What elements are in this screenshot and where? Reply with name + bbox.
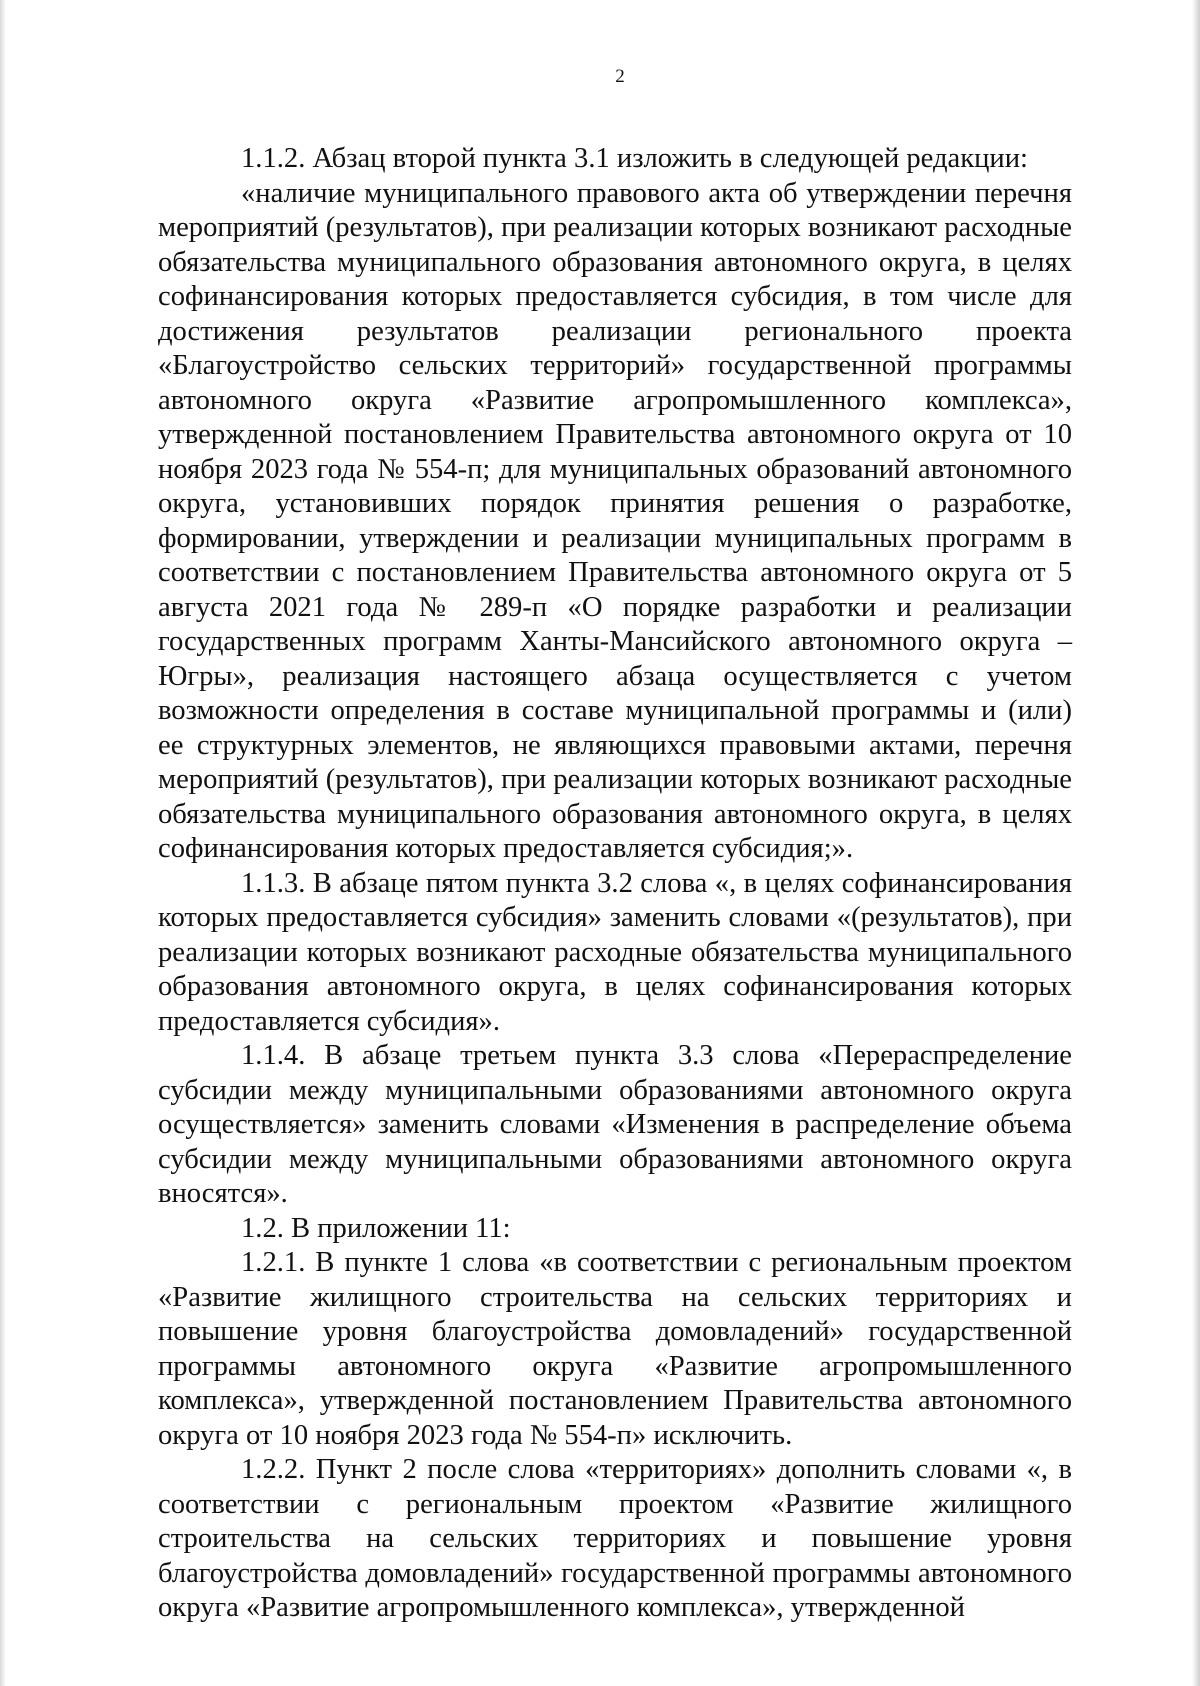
page-number: 2 xyxy=(615,66,625,87)
document-body xyxy=(158,142,1072,1626)
paragraph-1-1-2: 1.1.2. Абзац второй пункта 3.1 изложить в следующей редакции: xyxy=(241,143,1028,174)
paragraph-1-2: 1.2. В приложении 11: xyxy=(241,1212,511,1244)
paragraph-1-2-1: 1.2.1. В пункте 1 слова «в соответствии с региональным проектом «Развитие жилищного строительства на сельских территориях и повышение уровня благоустройства домовладений» государственной программы автономного округа «Развитие агропромышленного комплекса», утвержденной постановлением Правительства автономного округа от 10 ноября 2023 года № 554-п» исключить. xyxy=(158,1247,1072,1451)
scan-edge-right xyxy=(1192,0,1200,1686)
paragraph-quoted-amendment: «наличие муниципального правового акта об утверждении перечня мероприятий (результатов), при реализации которых возникают расходные обязательства муниципального образования автономного округа, в целях софинансирования которых предоставляется субсидия, в том числе для достижения результатов реализации регионального проекта «Благоустройство сельских территорий» государственной программы автономного округа «Развитие агропромышленного комплекса», утвержденной постановлением Правительства автономного округа от 10 ноября 2023 года № 554-п; для муниципальных образований автономного округа, установивших порядок принятия решения о разработке, формировании, утверждении и реализации муниципальных программ в соответствии с постановлением Правительства автономного округа от 5 августа 2021 года № 289-п «О порядке разработки и реализации государственных программ Ханты-Мансийского автономного округа – Югры», реализация настоящего абзаца осуществляется с учетом возможности определения в составе муниципальной программы и (или) ее структурных элементов, не являющихся правовыми актами, перечня мероприятий (результатов), при реализации которых возникают расходные обязательства муниципального образования автономного округа, в целях софинансирования которых предоставляется субсидия;». xyxy=(158,177,1072,864)
paragraph-1-1-3: 1.1.3. В абзаце пятом пункта 3.2 слова «, в целях софинансирования которых предоставляется субсидия» заменить словами «(результатов), при реализации которых возникают расходные обязательства муниципального образования автономного округа, в целях софинансирования которых предоставляется субсидия». xyxy=(158,867,1072,1037)
scan-edge-left xyxy=(0,0,6,1686)
paragraph-1-2-2: 1.2.2. Пункт 2 после слова «территориях» дополнить словами «, в соответствии с региональным проектом «Развитие жилищного строительства на сельских территориях и повышение уровня благоустройства домовладений» государственной программы автономного округа «Развитие агропромышленного комплекса», утвержденной xyxy=(158,1454,1072,1623)
paragraph-1-1-4: 1.1.4. В абзаце третьем пункта 3.3 слова «Перераспределение субсидии между муниципальными образованиями автономного округа осуществляется» заменить словами «Изменения в распределение объема субсидии между муниципальными образованиями автономного округа вносятся». xyxy=(158,1040,1072,1209)
